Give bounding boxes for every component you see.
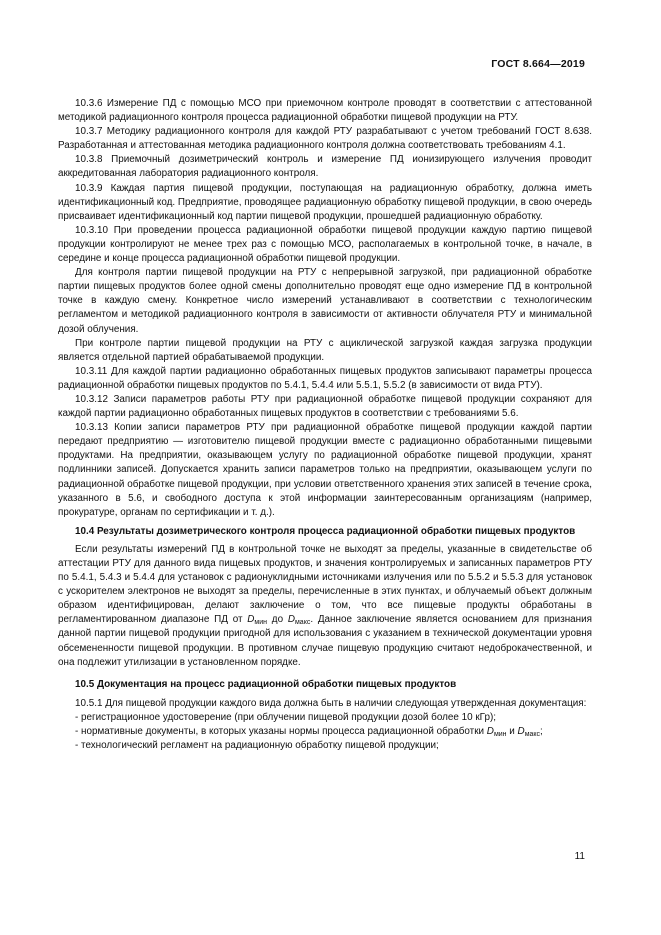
subscript-min-list: мин <box>493 731 507 739</box>
subscript-max: макс <box>294 619 311 627</box>
list-item-normative-docs <box>58 725 592 739</box>
paragraph-acyclic-loading: При контроле партии пищевой продукции на РТУ с ациклической загрузкой каждая загрузка продукции является отдельной партией обрабатываемой продукции. <box>58 337 592 363</box>
list-item-registration: - регистрационное удостоверение (при облучении пищевой продукции дозой более 10 кГр); <box>75 711 496 723</box>
subscript-max-list: макс <box>524 731 541 739</box>
dose-symbol-min: D <box>247 614 255 626</box>
page-body <box>58 97 592 753</box>
normative-docs-end: ; <box>540 726 543 738</box>
paragraph-10-4-results <box>58 543 592 670</box>
results-text-between: до <box>267 614 288 626</box>
paragraph-10-3-9: 10.3.9 Каждая партия пищевой продукции, поступающая на радиационную обработку, должна иметь идентификационный код. Предприятие, проводящее радиационную обработку пищевой продукции, в свою очередь присваивает идентификационный код партии пищевой продукции, прошедшей радиационную обработку. <box>58 182 592 222</box>
page-number: 11 <box>574 851 585 862</box>
paragraph-continuous-loading: Для контроля партии пищевой продукции на РТУ с непрерывной загрузкой, при радиационной обработке партии пищевых продуктов более одной смены дополнительно проводят еще одно измерение ПД в контрольной точке в каждую смену. Конкретное число измерений устанавливают в соответствии с технологическим регламентом и методикой радиационного контроля в зависимости от активности облучателя РТУ и минимальной дозой облучения. <box>58 267 592 335</box>
paragraph-10-3-10: 10.3.10 При проведении процесса радиационной обработки пищевой продукции каждую партию пищевой продукции контролируют не менее трех раз с помощью МСО, располагаемых в контрольной точке, в начале, в середине и конце процесса радиационной обработки пищевой продукции. <box>58 224 592 265</box>
paragraph-10-3-8: 10.3.8 Приемочный дозиметрический контроль и измерение ПД ионизирующего излучения проводит аккредитованная лаборатория радиационного контроля. <box>58 154 592 180</box>
paragraph-10-3-11: 10.3.11 Для каждой партии радиационно обработанных пищевых продуктов записывают параметры процесса радиационной обработки пищевых продуктов по 5.4.1, 5.4.4 или 5.5.1, 5.5.2 (в зависимости от вида РТУ). <box>58 365 592 391</box>
paragraph-10-5-1: 10.5.1 Для пищевой продукции каждого вида должна быть в наличии следующая утвержденная документация: <box>75 697 587 709</box>
paragraph-10-3-6: 10.3.6 Измерение ПД с помощью МСО при приемочном контроле проводят в соответствии с аттестованной методикой радиационного контроля процесса радиационной обработки пищевой продукции на РТУ. <box>58 98 592 124</box>
results-text-part-2: . Данное заключение является основанием для признания данной партии пищевой продукции пригодной для использования с указанием в технической документации уровня обсемененности пищевой продукции. В противном случае пищевую продукцию считают недоброкачественной, и она подлежит утилизации в установленном порядке. <box>58 614 592 668</box>
subscript-min: мин <box>254 619 268 627</box>
paragraph-10-3-7: 10.3.7 Методику радиационного контроля для каждой РТУ разрабатывают с учетом требований ГОСТ 8.638. Разработанная и аттестованная методика радиационного контроля должна соответствовать требованиям 4.1. <box>58 126 592 152</box>
normative-docs-text: - нормативные документы, в которых указаны нормы процесса радиационной обработки <box>75 726 487 738</box>
dose-symbol-min-list: D <box>486 726 494 738</box>
results-text-part-1: Если результаты измерений ПД в контрольной точке не выходят за пределы, указанные в свидетельстве об аттестации РТУ для данного вида пищевых продуктов, и значения контролируемых и записанных параметров РТУ по 5.4.1, 5.4.3 и 5.4.4 для установок с радионуклидными источниками излучения или по 5.5.2 и 5.5.3 для установок с ускорителем электронов не выходят за пределы, перечисленные в этих пунктах, и облучаемый объект должным образом идентифицирован, делают заключение о том, что все пищевые продукты обработаны в регламентированном диапазоне ПД от <box>58 543 592 626</box>
dose-symbol-max-list: D <box>517 726 525 738</box>
normative-docs-between: и <box>506 726 518 738</box>
paragraph-10-3-12: 10.3.12 Записи параметров работы РТУ при радиационной обработке пищевой продукции сохраняют для каждой партии радиационно обработанных пищевых продуктов в соответствии с требованиями 5.6. <box>58 393 592 420</box>
section-heading-10-5: 10.5 Документация на процесс радиационной обработки пищевых продуктов <box>75 678 457 690</box>
document-code: ГОСТ 8.664—2019 <box>491 58 585 70</box>
section-heading-10-4: 10.4 Результаты дозиметрического контроля процесса радиационной обработки пищевых продуктов <box>75 525 576 537</box>
paragraph-10-3-13: 10.3.13 Копии записи параметров РТУ при радиационной обработке пищевой продукции каждой партии передают предприятию — изготовителю пищевой продукции вместе с радиационно обработанными пищевыми продуктами. На предприятии, оказывающем услугу по радиационной обработке пищевой продукции, хранят подлинники записей. Допускается хранить записи параметров только на предприятии, оказывающем услуги по радиационной обработке пищевой продукции, при условии ответственного хранения этих записей в течение срока, указанного в 5.6, и свободного доступа к этой информации заинтересованным организациям (например, прокуратуре, органам по сертификации и т. д.). <box>58 422 592 518</box>
dose-symbol-max: D <box>287 614 295 626</box>
list-item-tech-regulation: - технологический регламент на радиационную обработку пищевой продукции; <box>75 740 439 752</box>
